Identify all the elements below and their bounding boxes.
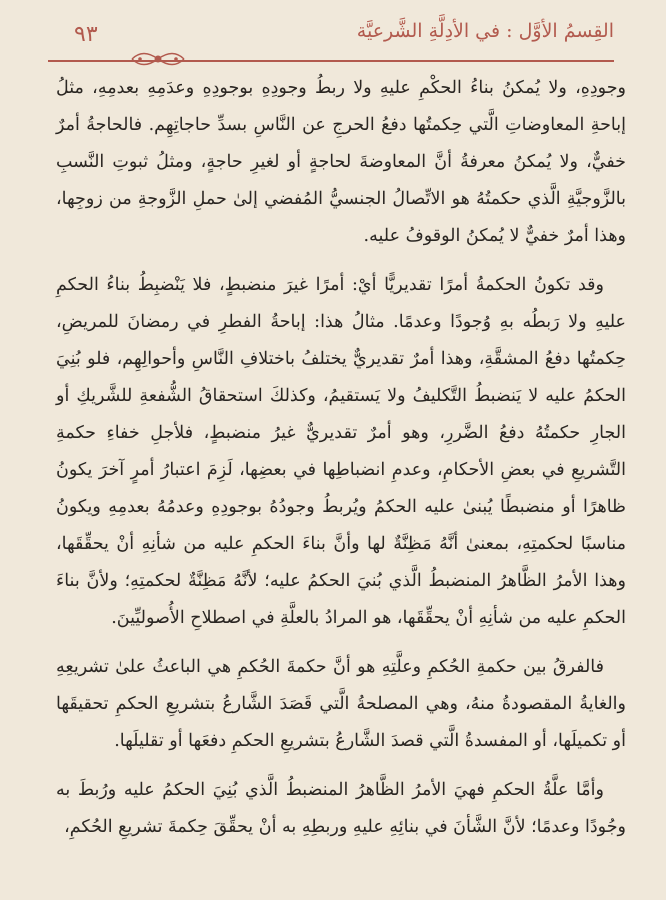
running-title: القِسمُ الأوَّل : في الأدِلَّةِ الشَّرعيَّة (356, 20, 614, 42)
running-header (48, 14, 614, 54)
paragraph: وجودِهِ، ولا يُمكنُ بناءُ الحكْمِ عليهِ ولا ربطُ وجودِهِ بوجودِهِ وعدَمِهِ بعدمِهِ، مثلُ إباحةِ المعاوضاتِ الَّتي حِكمتُها دفعُ الحرجِ عن النَّاسِ بسدِّ حاجاتِهِم. فالحاجةُ أمرٌ خفيٌّ، ولا يُمكنُ معرفةُ أنَّ المعاوضةَ لحاجةٍ أو لغيرِ حاجةٍ، ومثلُ ثبوتِ النَّسبِ بالزَّوجيَّةِ الَّذي حكمتُهُ هو الاتِّصالُ الجنسيُّ المُفضي إلىٰ حملِ الزَّوجةِ من زوجِها، وهذا أمرٌ خفيٌّ لا يُمكنُ الوقوفُ عليه. (56, 78, 626, 246)
paragraph: فالفرقُ بين حكمةِ الحُكمِ وعلَّتِهِ هو أنَّ حكمةَ الحُكمِ هي الباعثُ علىٰ تشريعِهِ والغايةُ المقصودةُ منهُ، وهي المصلحةُ الَّتي قَصَدَ الشَّارعُ بتشريعِ الحكمِ تحقيقَها أو تكميلَها، أو المفسدةُ الَّتي قصدَ الشَّارعُ بتشريعِ الحكمِ دفعَها أو تقليلَها. (56, 657, 626, 751)
header-divider (48, 60, 614, 62)
paragraph: وقد تكونُ الحكمةُ أمرًا تقديريًّا أيْ: أمرًا غيرَ منضبطٍ، فلا يَنْضبِطُ بناءُ الحكمِ عليهِ ولا رَبطُه بهِ وُجودًا وعدمًا. مثالُ هذا: إباحةُ الفطرِ في رمضانَ للمريضِ، حِكمتُها دفعُ المشقَّةِ، وهذا أمرٌ تقديريٌّ يختلفُ باختلافِ النَّاسِ وأحوالِهِم، فلو بُنِيَ الحكمُ عليه لا يَنضبطُ التَّكليفُ ولا يَستقيمُ، وكذلكَ استحقاقُ الشُّفعةِ للشَّريكِ أو الجارِ حكمتُهُ دفعُ الضَّررِ، وهو أمرٌ تقديريٌّ غيرُ منضبطٍ، فلأجلِ خفاءِ حكمةِ التَّشريعِ في بعضِ الأحكامِ، وعدمِ انضباطِها في بعضِها، لَزِمَ اعتبارُ أمرٍ آخرَ يكونُ ظاهرًا أو منضبطًا يُبنىٰ عليه الحكمُ ويُربطُ وجودُهُ بوجودِهِ وعدمُهُ بعدمِهِ ويكونُ مناسبًا لحكمتِهِ، بمعنىٰ أنَّهُ مَظِنَّةٌ لها وأنَّ بناءَ الحكمِ عليه من شأنِهِ أنْ يحقِّقَها، وهذا الأمرُ الظَّاهرُ المنضبطُ الَّذي بُنيَ الحكمُ عليه؛ لأنَّهُ مَظِنَّةٌ لحكمتِهِ؛ ولأنَّ بناءَ الحكمِ عليه من شأنِهِ أنْ يحقِّقَها، هو المرادُ بالعلَّةِ في اصطلاحِ الأُصوليِّينَ. (56, 275, 626, 628)
page-number: ٩٣ (74, 22, 98, 47)
body-text (56, 70, 626, 846)
paragraph: وأمَّا علَّةُ الحكمِ فهيَ الأمرُ الظَّاهرُ المنضبطُ الَّذي بُنِيَ الحكمُ عليه ورُبطَ به وجُودًا وعدمًا؛ لأنَّ الشَّأنَ في بنائِهِ عليهِ وربطِهِ به أنْ يحقِّقَ حِكمةَ تشريعِ الحُكمِ، (56, 780, 626, 837)
